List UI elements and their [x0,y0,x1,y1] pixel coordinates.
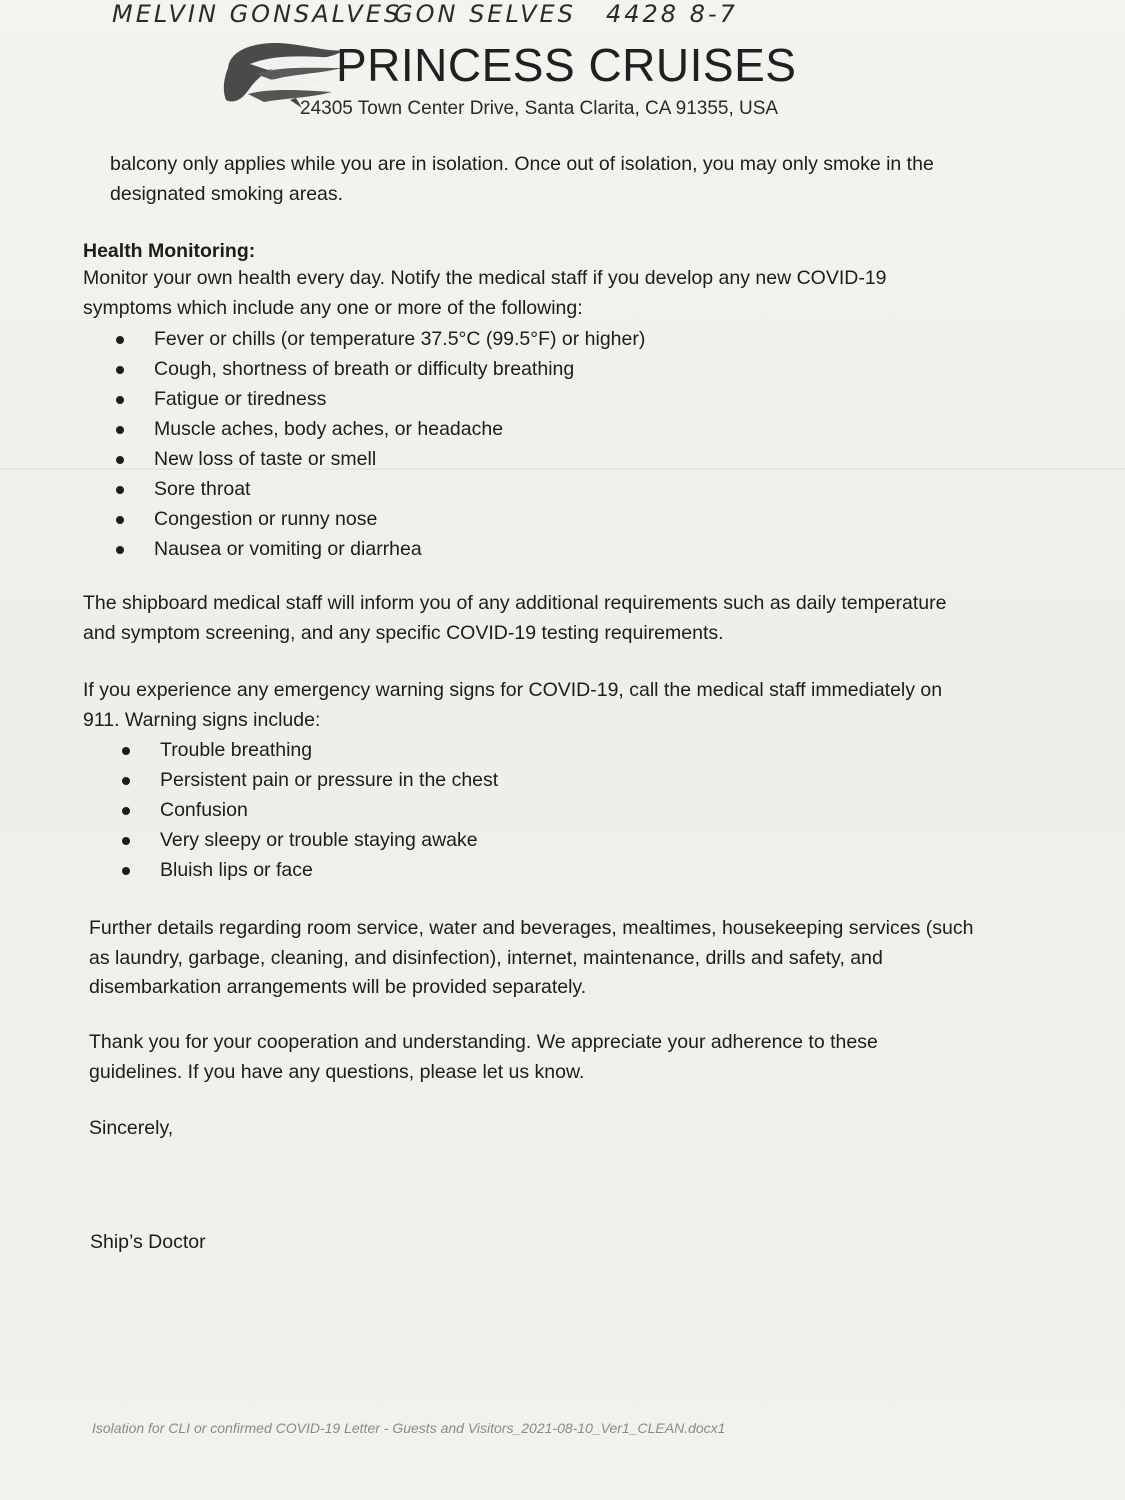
health-monitoring-paragraph [83,264,887,323]
symptom-item: Fatigue or tiredness [116,384,645,414]
symptom-item: Fever or chills (or temperature 37.5°C (99.5°F) or higher) [116,324,645,354]
signature-title: Ship’s Doctor [90,1231,206,1253]
emergency-line-2: 911. Warning signs include: [83,708,321,731]
closing-salutation: Sincerely, [89,1117,174,1139]
symptom-item: Sore throat [116,474,645,504]
medical-staff-line-1: The shipboard medical staff will inform you of any additional requirements such as daily temperature [83,592,947,614]
intro-line-1: balcony only applies while you are in isolation. Once out of isolation, you may only smoke in the [110,153,934,175]
thanks-line-2: guidelines. If you have any questions, please let us know. [89,1060,585,1083]
emergency-paragraph [83,676,942,735]
handwritten-number: 4428 8-7 [606,0,738,28]
intro-line-2: designated smoking areas. [110,182,344,205]
health-monitoring-line-2: symptoms which include any one or more of the following: [83,296,583,319]
handwritten-name: MELVIN GONSALVES [112,0,403,28]
further-line-1: Further details regarding room service, water and beverages, mealtimes, housekeeping services (such [89,917,974,939]
health-monitoring-heading: Health Monitoring: [83,240,256,262]
thanks-paragraph [89,1028,878,1087]
document-footer: Isolation for CLI or confirmed COVID-19 Letter - Guests and Visitors_2021-08-10_Ver1_CLEAN.docx1 [92,1420,726,1436]
company-name: PRINCESS CRUISES [336,39,797,91]
handwritten-surname: GON SELVES [394,0,576,28]
symptom-item: New loss of taste or smell [116,444,645,474]
symptom-item: Cough, shortness of breath or difficulty breathing [116,354,645,384]
company-address: 24305 Town Center Drive, Santa Clarita, CA 91355, USA [300,98,779,119]
symptom-item: Congestion or runny nose [116,504,645,534]
warning-sign-item: Confusion [122,795,498,825]
medical-staff-paragraph [83,589,947,648]
medical-staff-line-2: and symptom screening, and any specific COVID-19 testing requirements. [83,621,724,644]
warning-sign-item: Bluish lips or face [122,855,498,885]
further-line-3: disembarkation arrangements will be provided separately. [89,976,587,998]
warning-sign-item: Very sleepy or trouble staying awake [122,825,498,855]
handwritten-note [112,0,792,34]
health-monitoring-line-1: Monitor your own health every day. Notify the medical staff if you develop any new COVID-19 [83,267,887,289]
warning-sign-list [122,735,498,885]
emergency-line-1: If you experience any emergency warning signs for COVID-19, call the medical staff immediately on [83,679,943,701]
intro-paragraph [110,150,934,209]
symptom-item: Nausea or vomiting or diarrhea [116,534,645,564]
warning-sign-item: Persistent pain or pressure in the chest [122,765,498,795]
warning-sign-item: Trouble breathing [122,735,498,765]
further-line-2: as laundry, garbage, cleaning, and disinfection), internet, maintenance, drills and safety, and [89,946,883,969]
further-details-paragraph [89,914,973,1003]
symptom-item: Muscle aches, body aches, or headache [116,414,645,444]
symptom-list [116,324,645,564]
thanks-line-1: Thank you for your cooperation and understanding. We appreciate your adherence to these [89,1031,878,1053]
